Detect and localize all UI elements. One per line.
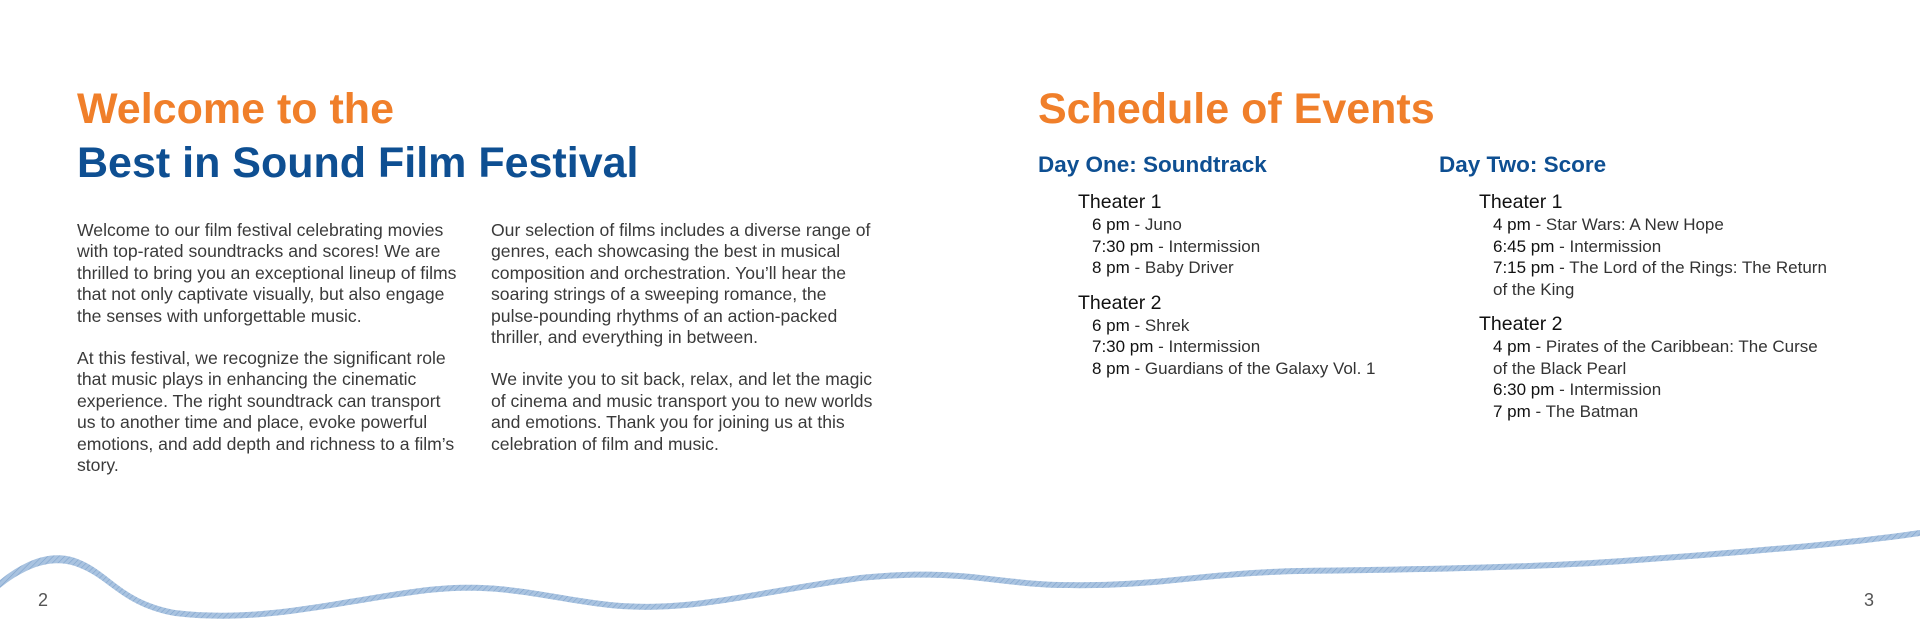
event-item: 7:30 pm - Intermission [1092, 236, 1261, 256]
event-time: 7:15 pm [1493, 258, 1555, 277]
theater-block [1479, 312, 1839, 422]
event-item: 6 pm - Shrek [1092, 315, 1190, 335]
welcome-column-1 [77, 220, 462, 497]
event-title: Intermission [1569, 236, 1662, 256]
welcome-column-2 [491, 220, 876, 476]
wave-ribbon-path [0, 530, 1920, 619]
page-number-right: 3 [1864, 590, 1875, 610]
event-item: 8 pm - Guardians of the Galaxy Vol. 1 [1092, 358, 1376, 378]
event-time: 4 pm [1493, 215, 1531, 234]
event-time: 7:30 pm [1092, 337, 1154, 356]
event-title: The Lord of the Rings: The Return of the King [1493, 258, 1827, 299]
theater-block [1078, 291, 1438, 380]
event-list [1078, 214, 1432, 279]
event-title: Juno [1144, 215, 1182, 234]
event-time: 6:30 pm [1493, 380, 1555, 399]
event-time: 6 pm [1092, 315, 1130, 335]
welcome-paragraph: Welcome to our film festival celebrating movies with top-rated soundtracks and scores! We are thrilled to bring you an exceptional lineup of films that not only captivate visually, but also engage the senses with unforgettable music. [77, 220, 457, 326]
event-title: Baby Driver [1144, 258, 1234, 277]
event-time: 4 pm [1493, 337, 1531, 356]
event-item: 6 pm - Juno [1092, 215, 1182, 234]
theater-name: Theater 2 [1479, 313, 1563, 335]
event-title: Star Wars: A New Hope [1545, 215, 1724, 234]
event-time: 7:30 pm [1092, 236, 1154, 256]
event-list [1078, 315, 1432, 380]
theater-name: Theater 1 [1479, 191, 1563, 213]
event-title: Intermission [1569, 380, 1662, 399]
day-heading: Day Two: Score [1439, 152, 1607, 177]
event-item: 4 pm - Star Wars: A New Hope [1493, 215, 1724, 234]
event-time: 7 pm [1493, 401, 1531, 421]
event-item: 7:30 pm - Intermission [1092, 337, 1261, 356]
welcome-title-line1: Welcome to the [77, 85, 394, 133]
schedule-title: Schedule of Events [1038, 85, 1435, 133]
theater-block [1078, 190, 1438, 279]
event-item: 7 pm - The Batman [1493, 401, 1639, 421]
event-time: 8 pm [1092, 358, 1130, 378]
day-two-schedule [1439, 150, 1839, 434]
event-title: The Batman [1545, 401, 1639, 421]
page-number-left: 2 [38, 590, 49, 610]
event-title: Intermission [1168, 236, 1261, 256]
day-heading: Day One: Soundtrack [1038, 152, 1267, 177]
event-title: Intermission [1168, 337, 1261, 356]
theater-block [1479, 190, 1839, 300]
event-item: 7:15 pm - The Lord of the Rings: The Return of the King [1493, 258, 1827, 299]
event-time: 6:45 pm [1493, 236, 1555, 256]
event-item: 8 pm - Baby Driver [1092, 258, 1234, 277]
event-title: Guardians of the Galaxy Vol. 1 [1144, 358, 1376, 378]
event-time: 6 pm [1092, 215, 1130, 234]
theater-name: Theater 1 [1078, 191, 1162, 213]
welcome-paragraph: Our selection of films includes a diverse range of genres, each showcasing the best in musical composition and orchestration. You’ll hear the soaring strings of a sweeping romance, the pulse-pounding rhythms of an action-packed thriller, and everything in between. [491, 220, 871, 348]
welcome-title-line2: Best in Sound Film Festival [77, 139, 639, 187]
welcome-paragraph: We invite you to sit back, relax, and let the magic of cinema and music transport you to new worlds and emotions. Thank you for joining us at this celebration of film and music. [491, 369, 873, 454]
event-item: 6:30 pm - Intermission [1493, 380, 1662, 399]
event-title: Shrek [1144, 315, 1190, 335]
event-time: 8 pm [1092, 258, 1130, 277]
event-item: 6:45 pm - Intermission [1493, 236, 1662, 256]
event-list [1479, 214, 1833, 300]
wave-ribbon [0, 530, 1920, 630]
welcome-title [77, 82, 638, 190]
welcome-paragraph: At this festival, we recognize the significant role that music plays in enhancing the cinematic experience. The right soundtrack can transport us to another time and place, evoke powerful emotions, and add depth and richness to a film’s story. [77, 348, 455, 476]
event-title: Pirates of the Caribbean: The Curse of the Black Pearl [1493, 337, 1818, 378]
day-one-schedule [1038, 150, 1438, 391]
event-item: 4 pm - Pirates of the Caribbean: The Curse of the Black Pearl [1493, 337, 1818, 378]
event-list [1479, 336, 1833, 422]
theater-name: Theater 2 [1078, 291, 1162, 314]
